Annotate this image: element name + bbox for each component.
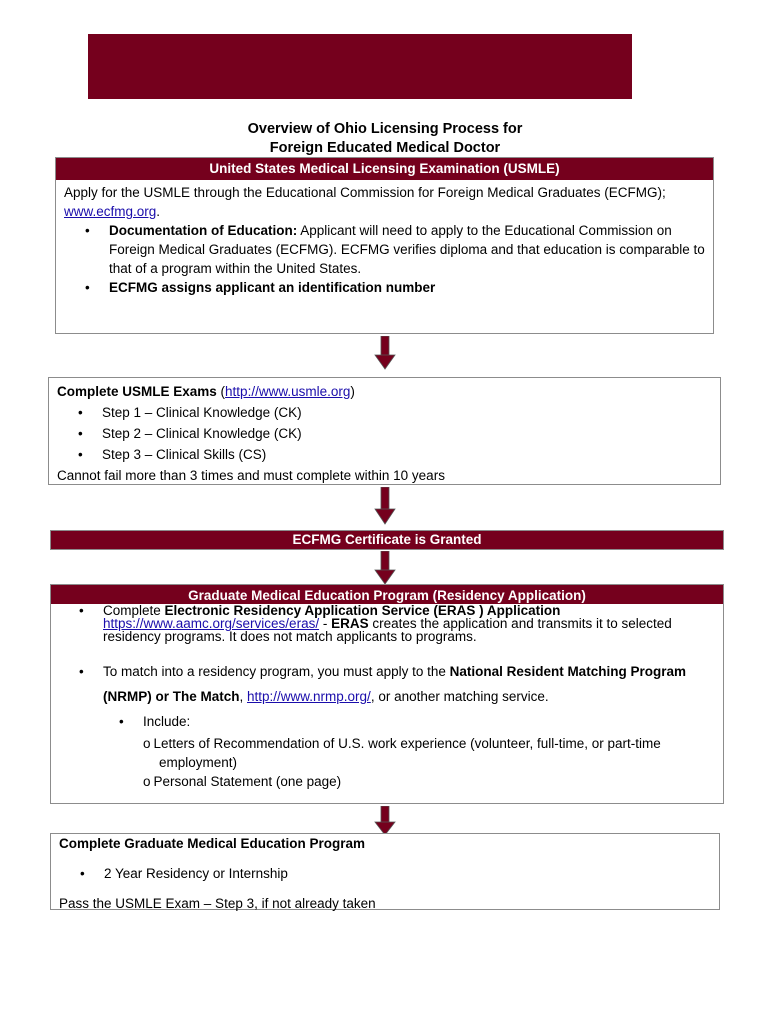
recommendation-text: Letters of Recommendation of U.S. work experience (volunteer, full-time, or part-time bbox=[153, 736, 661, 751]
usmle-body bbox=[56, 180, 713, 297]
eras-link[interactable]: https://www.aamc.org/services/eras/ bbox=[103, 616, 320, 631]
list-item bbox=[109, 278, 705, 297]
nrmp-suffix: , or another matching service. bbox=[370, 689, 549, 704]
list-item-continuation: employment) bbox=[159, 755, 238, 770]
usmle-exams-paren-close: ) bbox=[350, 384, 355, 399]
ecfmg-certificate-box bbox=[50, 530, 724, 550]
usmle-exams-note: Cannot fail more than 3 times and must complete within 10 years bbox=[57, 468, 445, 483]
down-arrow-icon bbox=[374, 806, 396, 836]
nrmp-title: National Resident Matching Program (NRMP) or The Match bbox=[103, 664, 686, 704]
usmle-intro-text: Apply for the USMLE through the Educational Commission for Foreign Medical Graduates (ECFMG); bbox=[64, 185, 666, 200]
page-title-line-1: Overview of Ohio Licensing Process for bbox=[247, 121, 523, 137]
documentation-label: Documentation of Education: bbox=[109, 223, 298, 238]
residency-body bbox=[51, 604, 723, 791]
usmle-intro bbox=[64, 183, 705, 221]
list-item bbox=[143, 772, 715, 791]
list-item: • Step 3 – Clinical Skills (CS) bbox=[102, 444, 712, 465]
list-item: • Step 1 – Clinical Knowledge (CK) bbox=[102, 402, 712, 423]
nrmp-prefix: To match into a residency program, you must apply to the bbox=[103, 664, 450, 679]
gme-body bbox=[51, 834, 719, 913]
usmle-exams-title-text: Complete USMLE Exams bbox=[57, 384, 217, 399]
include-items-list bbox=[59, 734, 715, 791]
page-title-line-2: Foreign Educated Medical Doctor bbox=[269, 140, 501, 156]
usmle-exams-box bbox=[48, 377, 721, 485]
personal-statement-text: Personal Statement (one page) bbox=[153, 774, 342, 789]
usmle-bullet-list bbox=[64, 221, 705, 297]
list-item bbox=[143, 734, 715, 753]
list-item: • 2 Year Residency or Internship bbox=[104, 864, 711, 883]
gme-list bbox=[59, 864, 711, 883]
nrmp-comma: , bbox=[239, 689, 248, 704]
page-title bbox=[88, 120, 682, 158]
usmle-link[interactable]: http://www.usmle.org bbox=[225, 384, 351, 399]
list-item bbox=[103, 659, 715, 709]
list-item: • Step 2 – Clinical Knowledge (CK) bbox=[102, 423, 712, 444]
include-label: • Include: bbox=[143, 709, 715, 734]
eras-dash: - bbox=[319, 616, 332, 631]
nrmp-link[interactable]: http://www.nrmp.org/ bbox=[247, 689, 371, 704]
ecfmg-link[interactable]: www.ecfmg.org bbox=[64, 204, 157, 219]
usmle-box bbox=[55, 157, 714, 334]
list-item bbox=[109, 221, 705, 278]
residency-header: Graduate Medical Education Program (Residency Application) bbox=[51, 585, 723, 604]
gme-pass-note: Pass the USMLE Exam – Step 3, if not already taken bbox=[59, 896, 376, 911]
eras-description: creates the application and transmits it to selected residency programs. It does not match applicants to programs. bbox=[103, 616, 672, 644]
list-item bbox=[103, 604, 715, 643]
usmle-exams-paren-open: ( bbox=[216, 384, 226, 399]
ecfmg-link-suffix: . bbox=[156, 204, 161, 219]
residency-box bbox=[50, 584, 724, 804]
identification-number-text: ECFMG assigns applicant an identification number bbox=[109, 280, 436, 295]
eras-label: ERAS bbox=[331, 616, 369, 631]
eras-title: Electronic Residency Application Service (ERAS ) Application bbox=[164, 603, 561, 618]
down-arrow-icon bbox=[374, 336, 396, 370]
documentation-text: Applicant will need to apply to the Educational Commission on Foreign Medical Graduates (ECFMG). ECFMG verifies diploma and that education is comparable to that of a program within the United States. bbox=[109, 223, 705, 276]
down-arrow-icon bbox=[374, 487, 396, 525]
gme-box bbox=[50, 833, 720, 910]
usmle-exams-body bbox=[49, 378, 720, 486]
usmle-exams-title bbox=[57, 381, 712, 402]
usmle-steps-list bbox=[57, 402, 712, 465]
ecfmg-certificate-header: ECFMG Certificate is Granted bbox=[51, 531, 723, 549]
gme-title: Complete Graduate Medical Education Program bbox=[59, 836, 366, 851]
usmle-header: United States Medical Licensing Examination (USMLE) bbox=[56, 158, 713, 180]
residency-bullet-list bbox=[59, 604, 715, 709]
include-list bbox=[59, 709, 715, 734]
down-arrow-icon bbox=[374, 551, 396, 585]
header-banner bbox=[88, 34, 632, 99]
eras-prefix: Complete bbox=[103, 603, 165, 618]
